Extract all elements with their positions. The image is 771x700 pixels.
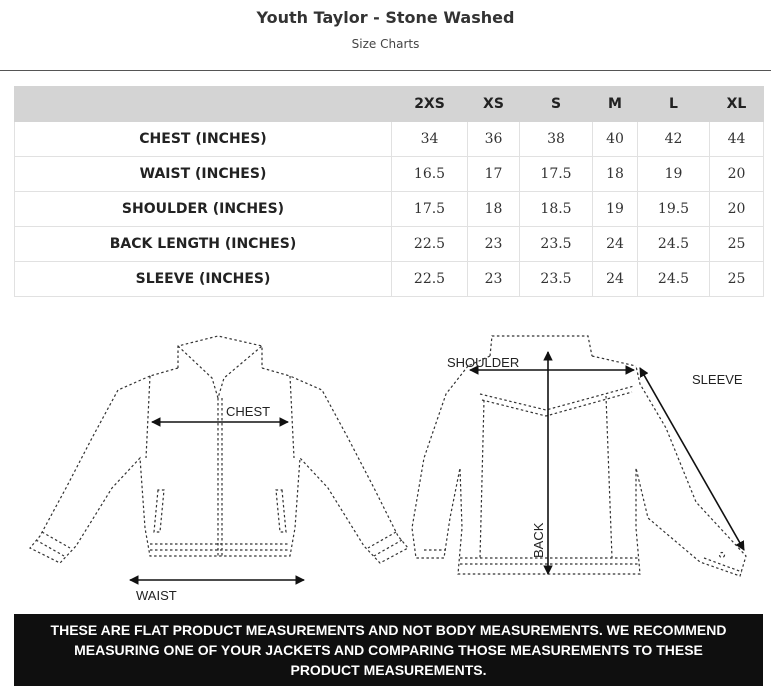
table-cell: 19 [638,157,710,192]
table-cell: 24.5 [638,227,710,262]
table-cell: 38 [520,122,593,157]
table-row [15,157,764,192]
back-label: BACK [531,522,546,558]
table-cell: 24 [593,227,638,262]
table-cell: 23 [468,262,520,297]
table-row [15,262,764,297]
column-header: 2XS [392,87,468,122]
row-label: SLEEVE (INCHES) [15,262,392,297]
column-header: L [638,87,710,122]
sleeve-arrow [640,368,744,550]
table-cell: 17.5 [392,192,468,227]
table-cell: 18 [468,192,520,227]
table-cell: 42 [638,122,710,157]
page-title: Youth Taylor - Stone Washed [256,8,515,27]
column-header: XL [710,87,764,122]
table-cell: 25 [710,227,764,262]
row-label: CHEST (INCHES) [15,122,392,157]
table-cell: 24.5 [638,262,710,297]
page-subtitle: Size Charts [351,37,420,51]
column-header [15,87,392,122]
jacket-front-drawing [30,336,408,563]
table-header-row [15,87,764,122]
table-cell: 18 [593,157,638,192]
table-cell: 20 [710,157,764,192]
table-cell: 23.5 [520,262,593,297]
table-cell: 20 [710,192,764,227]
table-cell: 18.5 [520,192,593,227]
table-cell: 25 [710,262,764,297]
row-label: BACK LENGTH (INCHES) [15,227,392,262]
table-cell: 40 [593,122,638,157]
table-row [15,122,764,157]
measurement-notice [14,614,763,686]
table-cell: 17.5 [520,157,593,192]
table-cell: 24 [593,262,638,297]
jacket-measurement-diagram [0,318,771,610]
table-row [15,192,764,227]
size-chart-table [14,86,764,297]
chest-label: CHEST [226,404,271,419]
table-cell: 22.5 [392,262,468,297]
table-cell: 17 [468,157,520,192]
table-cell: 22.5 [392,227,468,262]
table-cell: 16.5 [392,157,468,192]
row-label: SHOULDER (INCHES) [15,192,392,227]
table-cell: 34 [392,122,468,157]
table-cell: 23.5 [520,227,593,262]
table-cell: 36 [468,122,520,157]
notice-text: THESE ARE FLAT PRODUCT MEASUREMENTS AND NOT BODY MEASUREMENTS. WE RECOMMEND MEASURING ONE OF YOUR JACKETS AND COMPARING THOSE MEASUREMENTS TO THESE PRODUCT MEASUREMENTS. [50,622,727,678]
table-row [15,227,764,262]
column-header: S [520,87,593,122]
table-cell: 19 [593,192,638,227]
row-label: WAIST (INCHES) [15,157,392,192]
shoulder-label: SHOULDER [447,355,520,370]
table-cell: 23 [468,227,520,262]
sleeve-label: SLEEVE [692,372,743,387]
waist-label: WAIST [136,588,177,603]
column-header: M [593,87,638,122]
header-divider [0,70,771,71]
table-cell: 19.5 [638,192,710,227]
column-header: XS [468,87,520,122]
table-cell: 44 [710,122,764,157]
